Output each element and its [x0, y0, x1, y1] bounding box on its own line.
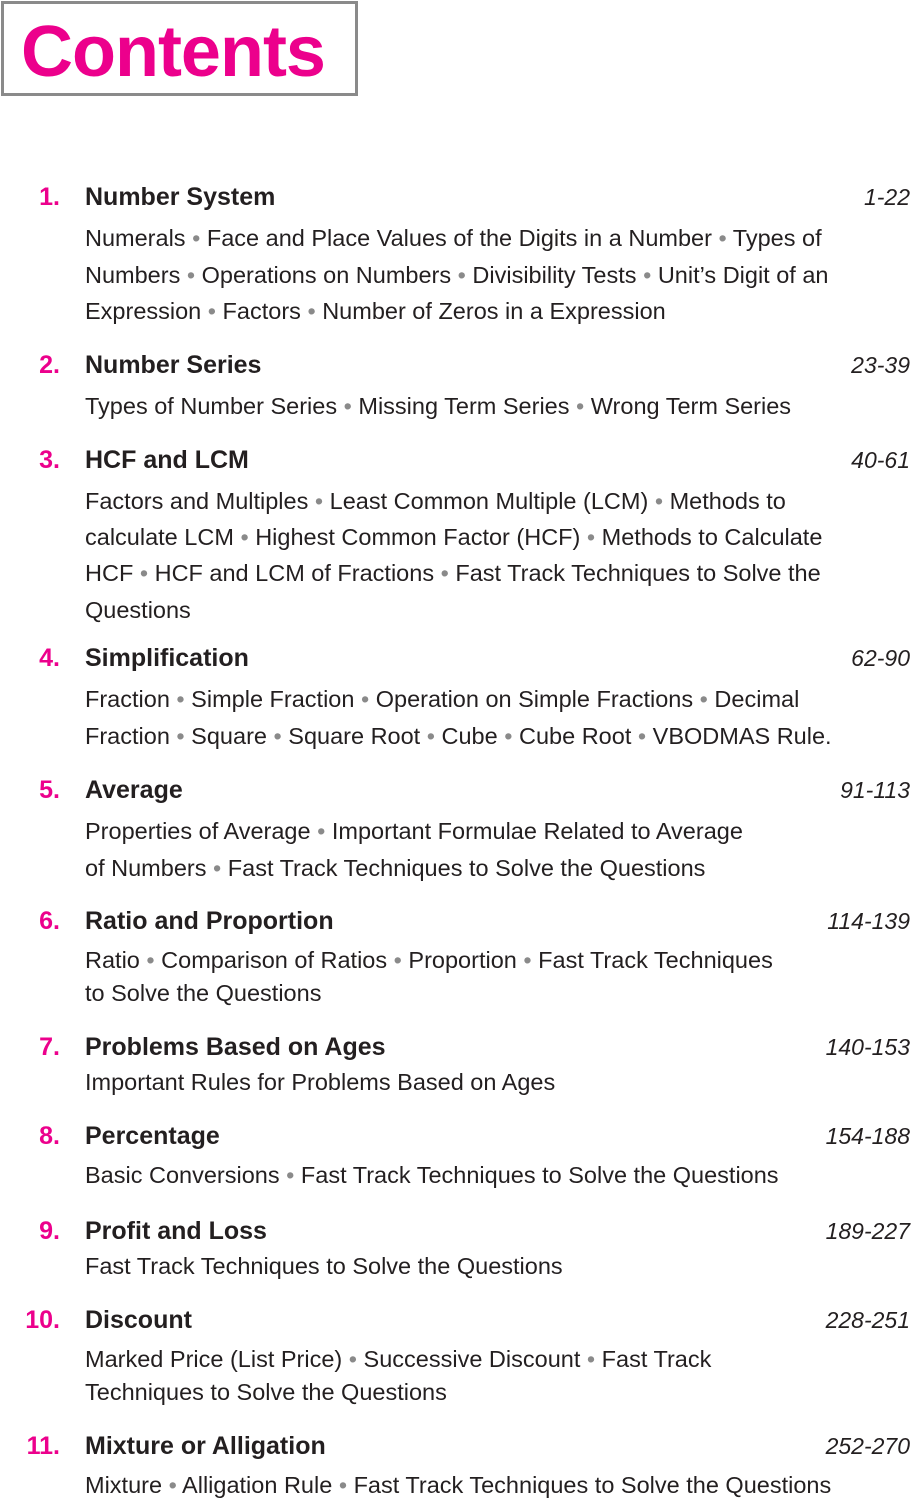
- entry-number: 2.: [39, 351, 60, 379]
- entry-number: 6.: [39, 907, 60, 935]
- bullet-separator: •: [654, 488, 664, 514]
- entry-description: [85, 1343, 711, 1409]
- bullet-separator: •: [176, 722, 185, 749]
- bullet-separator: •: [348, 1346, 358, 1372]
- bullet-separator: •: [273, 722, 282, 749]
- bullet-separator: •: [576, 393, 585, 419]
- bullet-separator: •: [240, 524, 249, 551]
- bullet-separator: •: [440, 560, 449, 587]
- entry-description: [85, 1469, 831, 1502]
- description-line: Fraction • Square • Square Root • Cube • Cube Root • VBODMAS Rule.: [85, 722, 832, 749]
- bullet-separator: •: [146, 947, 155, 973]
- entry-title: Discount: [85, 1306, 192, 1334]
- bullet-separator: •: [586, 1346, 596, 1372]
- description-line: Ratio • Comparison of Ratios • Proportion • Fast Track Techniques: [85, 947, 773, 973]
- description-line: Fast Track Techniques to Solve the Questions: [85, 1253, 563, 1279]
- entry-number: 11.: [26, 1432, 60, 1460]
- description-line: HCF • HCF and LCM of Fractions • Fast Track Techniques to Solve the: [85, 560, 821, 587]
- bullet-separator: •: [699, 686, 708, 712]
- entry-number: 10.: [25, 1306, 60, 1334]
- description-line: Types of Number Series • Missing Term Series • Wrong Term Series: [85, 393, 792, 419]
- bullet-separator: •: [643, 261, 652, 288]
- bullet-separator: •: [523, 947, 532, 973]
- entry-title: Average: [85, 776, 183, 804]
- entry-number: 8.: [39, 1122, 60, 1150]
- entry-pages: 91-113: [840, 777, 910, 803]
- description-line: Expression • Factors • Number of Zeros in a Expression: [85, 298, 666, 324]
- contents-title-box: [1, 1, 358, 96]
- bullet-separator: •: [504, 722, 513, 749]
- description-line: to Solve the Questions: [85, 980, 322, 1006]
- contents-heading: Contents: [21, 12, 325, 92]
- entry-number: 7.: [39, 1033, 60, 1061]
- bullet-separator: •: [307, 298, 316, 324]
- bullet-separator: •: [192, 225, 201, 251]
- bullet-separator: •: [186, 261, 196, 288]
- description-line: Properties of Average • Important Formulae Related to Average: [85, 818, 743, 844]
- bullet-separator: •: [168, 1472, 177, 1498]
- entry-pages: 189-227: [825, 1218, 910, 1244]
- description-line: of Numbers • Fast Track Techniques to Solve the Questions: [85, 854, 706, 881]
- bullet-separator: •: [343, 393, 352, 419]
- entry-description: [85, 1066, 555, 1099]
- entry-description: [85, 1250, 563, 1283]
- entry-title: Percentage: [85, 1122, 220, 1150]
- entry-pages: 23-39: [851, 352, 910, 378]
- entry-number: 3.: [39, 446, 60, 474]
- entry-description: [85, 813, 743, 886]
- entry-description: [85, 681, 832, 754]
- description-line: Techniques to Solve the Questions: [85, 1379, 447, 1405]
- description-line: Basic Conversions • Fast Track Techniques to Solve the Questions: [85, 1162, 779, 1188]
- bullet-separator: •: [338, 1472, 348, 1498]
- entry-description: [85, 388, 791, 425]
- description-line: Questions: [85, 596, 191, 623]
- entry-number: 9.: [39, 1217, 60, 1245]
- bullet-separator: •: [213, 854, 222, 881]
- bullet-separator: •: [139, 560, 149, 587]
- bullet-separator: •: [317, 818, 326, 844]
- description-line: Numerals • Face and Place Values of the Digits in a Number • Types of: [85, 225, 822, 251]
- entry-description: [85, 1159, 779, 1192]
- bullet-separator: •: [176, 686, 185, 712]
- bullet-separator: •: [286, 1162, 295, 1188]
- description-line: Factors and Multiples • Least Common Multiple (LCM) • Methods to: [85, 488, 786, 514]
- bullet-separator: •: [457, 261, 466, 288]
- entry-title: Profit and Loss: [85, 1217, 267, 1245]
- description-line: Numbers • Operations on Numbers • Divisibility Tests • Unit’s Digit of an: [85, 261, 829, 288]
- bullet-separator: •: [637, 722, 647, 749]
- entry-pages: 62-90: [851, 645, 910, 671]
- entry-pages: 1-22: [863, 184, 910, 210]
- entry-title: HCF and LCM: [85, 446, 249, 474]
- bullet-separator: •: [426, 722, 435, 749]
- description-line: Important Rules for Problems Based on Ages: [85, 1069, 556, 1095]
- bullet-separator: •: [718, 225, 727, 251]
- entry-title: Number System: [85, 183, 276, 211]
- entry-pages: 252-270: [825, 1433, 910, 1459]
- description-line: Marked Price (List Price) • Successive Discount • Fast Track: [85, 1346, 712, 1372]
- entry-pages: 154-188: [825, 1123, 910, 1149]
- entry-title: Mixture or Alligation: [85, 1432, 326, 1460]
- entry-description: [85, 944, 773, 1010]
- description-line: calculate LCM • Highest Common Factor (HCF) • Methods to Calculate: [85, 524, 823, 551]
- bullet-separator: •: [393, 947, 402, 973]
- entry-pages: 40-61: [851, 447, 910, 473]
- bullet-separator: •: [586, 524, 596, 551]
- entry-number: 4.: [39, 644, 60, 672]
- entry-pages: 228-251: [825, 1307, 910, 1333]
- entry-description: [85, 220, 829, 330]
- entry-number: 1.: [39, 183, 60, 211]
- entry-title: Number Series: [85, 351, 262, 379]
- entry-pages: 140-153: [825, 1034, 910, 1060]
- bullet-separator: •: [360, 686, 370, 712]
- bullet-separator: •: [314, 488, 324, 514]
- entry-title: Problems Based on Ages: [85, 1033, 386, 1061]
- entry-pages: 114-139: [827, 908, 910, 934]
- entry-number: 5.: [39, 776, 60, 804]
- description-line: Mixture • Alligation Rule • Fast Track Techniques to Solve the Questions: [85, 1472, 832, 1498]
- bullet-separator: •: [207, 298, 217, 324]
- entry-description: [85, 483, 822, 628]
- description-line: Fraction • Simple Fraction • Operation on Simple Fractions • Decimal: [85, 686, 800, 712]
- entry-title: Ratio and Proportion: [85, 907, 334, 935]
- entry-title: Simplification: [85, 644, 249, 672]
